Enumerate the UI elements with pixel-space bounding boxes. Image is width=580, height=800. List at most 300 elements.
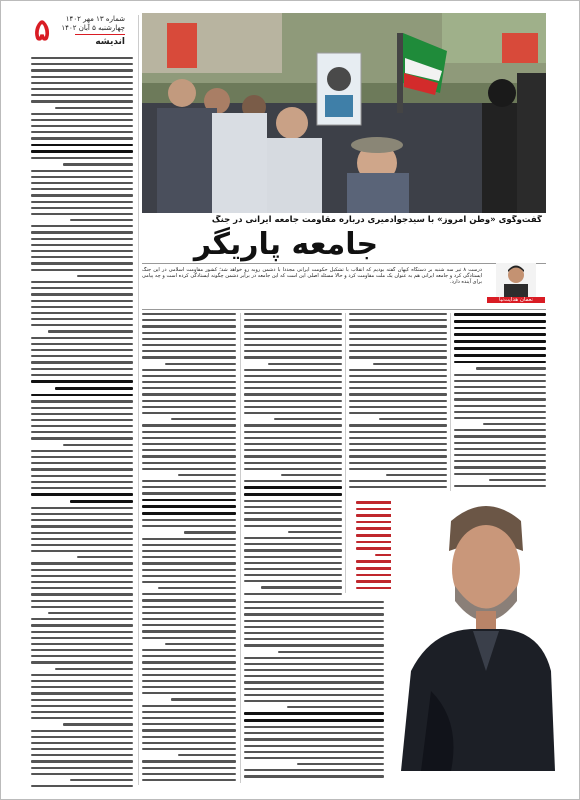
text-line [31,82,133,84]
text-line [244,486,342,489]
text-line [142,723,236,725]
text-line [31,287,133,289]
text-line [165,363,236,365]
text-line [142,612,236,614]
text-line [31,281,133,283]
text-line [244,593,342,595]
text-line [244,613,384,615]
text-line [31,717,133,719]
text-line [142,742,236,744]
text-line [244,669,384,671]
text-line [454,361,546,364]
text-line [31,312,133,314]
text-line [142,593,236,595]
article-lead: درست ۸ تیر سه شنبه بر دستگاه کیهان گفته بودیم که انقلاب با تشکیل حکومت ایرانی مجدداً با دشمن روبه رو خواهد شد؛ کشور مقاومت اسلامی در این جنگ ایستادگی کرد و جامعه ایرانی هم به عنوان یک ملت مقاومت کرد و حالا مسئله اصلی این است که این جامعه در برابر دشمن چگونه ایستادگی کرده است و چه پیامی برای آینده دارد. [142,267,482,285]
text-line [31,680,133,682]
text-line [31,100,133,102]
text-line [31,144,133,147]
text-line [244,381,342,383]
text-line [171,698,236,700]
text-line [142,369,236,371]
text-line [244,493,342,496]
text-line [349,325,447,327]
text-line [454,398,546,400]
text-line [244,525,342,527]
text-line [142,717,236,719]
text-line [454,485,546,487]
text-line [142,424,236,426]
text-line [142,705,236,707]
text-line [31,513,133,515]
text-line [142,387,236,389]
text-line [349,400,447,402]
lead-divider [142,309,546,310]
text-line [31,374,133,376]
text-line [349,468,447,470]
issue-date-line-2: چهارشنبه ۵ آبان ۱۴۰۲ [61,24,125,32]
text-line [349,431,447,433]
text-line [142,760,236,762]
text-line [349,424,447,426]
text-line [31,450,133,452]
text-line [142,575,236,577]
text-line [63,444,133,446]
text-line [454,320,546,323]
text-line [244,568,342,570]
text-line [31,562,133,564]
text-line [349,462,447,464]
text-line [142,655,236,657]
text-line [244,775,384,777]
text-line [454,448,546,450]
text-line [244,638,384,640]
text-line [31,754,133,756]
text-line [31,413,133,415]
author-name: نعمان هدایت‌نیا [487,297,545,303]
text-line [142,350,236,352]
text-line [142,519,236,521]
text-line [349,486,447,488]
text-line [31,624,133,626]
text-line [454,347,546,350]
text-line [31,692,133,694]
text-line [349,332,447,334]
text-line [31,269,133,271]
text-line [142,443,236,445]
text-line [142,550,236,552]
text-line [31,550,133,552]
text-line [142,581,236,583]
text-line [244,406,342,408]
text-line [31,400,133,402]
text-line [244,480,342,482]
text-line [31,250,133,252]
text-line [184,531,236,533]
text-line [454,327,546,330]
text-line [142,455,236,457]
text-line [142,544,236,546]
page-number: ۵ [33,13,51,48]
text-line [244,400,342,402]
text-line [142,375,236,377]
text-line [244,512,342,514]
text-line [244,719,384,722]
text-line [454,374,546,376]
text-line [244,344,342,346]
text-line [142,480,236,482]
text-line [244,632,384,634]
text-line [244,424,342,426]
text-line [349,480,447,482]
text-line [244,562,342,564]
text-line [31,231,133,233]
text-line [244,732,384,734]
text-line [31,437,133,439]
text-line [244,681,384,683]
text-line [70,219,133,221]
text-line [142,661,236,663]
text-line [63,723,133,725]
text-line [142,313,236,315]
text-line [454,454,546,456]
text-line [454,405,546,407]
text-line [244,663,384,665]
text-line [31,785,133,787]
text-line [31,643,133,645]
body-column-4 [454,313,546,493]
text-line [31,637,133,639]
text-line [349,350,447,352]
text-line [31,587,133,589]
text-line [178,754,236,756]
section-label: اندیشه [75,34,125,47]
text-line [454,435,546,437]
text-line [142,431,236,433]
text-line [70,779,133,781]
text-line [31,569,133,571]
text-line [142,692,236,694]
text-line [31,525,133,527]
crowd-rally-photo [142,13,546,213]
text-line [454,386,546,388]
text-line [349,406,447,408]
text-line [31,519,133,521]
text-line [142,512,236,515]
text-line [454,429,546,431]
text-line [142,332,236,334]
text-line [244,688,384,690]
text-line [31,137,133,139]
text-line [31,661,133,663]
text-line [349,338,447,340]
text-line [142,525,236,527]
text-line [31,407,133,409]
text-line [454,354,546,357]
text-line [454,473,546,475]
text-line [31,736,133,738]
text-line [142,325,236,327]
text-line [244,506,342,508]
column-divider [345,313,346,593]
text-line [31,188,133,190]
text-line [142,686,236,688]
text-line [244,556,342,558]
text-line [349,412,447,414]
text-line [31,705,133,707]
text-line [244,769,384,771]
text-line [349,455,447,457]
text-line [31,538,133,540]
text-line [244,549,342,551]
text-line [158,587,236,589]
text-line [31,773,133,775]
text-line [31,748,133,750]
text-line [386,474,447,476]
text-line [31,88,133,90]
text-line [165,643,236,645]
text-line [31,343,133,345]
text-line [142,630,236,632]
text-line [244,455,342,457]
text-line [55,107,133,109]
text-line [31,593,133,595]
text-line [55,387,133,390]
text-line [278,651,384,653]
text-line [142,538,236,540]
text-line [244,431,342,433]
text-line [70,500,133,503]
text-line [31,176,133,178]
text-line [31,686,133,688]
article-kicker: گفت‌وگوی «وطن امروز» با سیدجوادمیری درباره مقاومت جامعه ایرانی در جنگ [211,215,542,225]
text-line [244,319,342,321]
text-line [142,381,236,383]
text-line [244,369,342,371]
text-line [31,655,133,657]
text-line [142,319,236,321]
text-line [244,726,384,728]
text-line [31,425,133,427]
text-line [287,706,384,708]
text-line [31,606,133,608]
text-line [244,537,342,539]
text-line [244,757,384,759]
text-line [244,738,384,740]
text-line [142,680,236,682]
text-line [349,449,447,451]
text-line [142,437,236,439]
text-line [373,363,447,365]
text-line [31,213,133,215]
text-line [31,131,133,133]
text-line [142,462,236,464]
text-line [142,486,236,488]
text-line [31,300,133,302]
text-line [142,556,236,558]
text-line [31,57,133,59]
text-line [31,324,133,326]
interviewee-portrait [391,491,555,771]
text-line [31,337,133,339]
text-line [142,449,236,451]
text-line [454,340,546,343]
text-line [454,466,546,468]
text-line [31,306,133,308]
text-line [142,468,236,470]
body-column-3 [349,313,447,493]
text-line [244,580,342,582]
text-line [142,492,236,494]
text-line [31,293,133,295]
text-line [244,338,342,340]
text-line [244,462,342,464]
text-line [31,244,133,246]
text-line [31,394,133,397]
text-line [142,406,236,408]
text-line [31,431,133,433]
headline-divider [142,263,546,264]
text-line [244,675,384,677]
text-line [31,544,133,546]
text-line [244,694,384,696]
text-line [31,730,133,732]
text-line [142,400,236,402]
text-line [454,392,546,394]
text-line [349,443,447,445]
text-line [454,313,546,316]
text-line [31,507,133,509]
text-line [349,387,447,389]
text-line [142,505,236,508]
text-line [31,256,133,258]
text-line [31,760,133,762]
text-line [244,700,384,702]
text-line [142,606,236,608]
text-line [349,393,447,395]
text-line [31,170,133,172]
text-line [244,468,342,470]
text-line [31,699,133,701]
text-line [244,657,384,659]
text-line [31,767,133,769]
text-line [77,556,133,558]
text-line [244,449,342,451]
text-line [244,387,342,389]
text-line [349,344,447,346]
text-line [31,349,133,351]
text-line [244,620,384,622]
text-line [31,487,133,489]
text-line [31,674,133,676]
text-line [281,474,342,476]
text-line [31,125,133,127]
text-line [454,460,546,462]
text-line [31,631,133,633]
text-line [244,332,342,334]
text-line [244,751,384,753]
text-line [142,412,236,414]
text-line [244,350,342,352]
text-line [244,574,342,576]
text-line [31,481,133,483]
text-line [244,375,342,377]
text-line [31,157,133,159]
text-line [244,412,342,414]
text-line [31,361,133,363]
text-line [31,380,133,383]
text-line [142,711,236,713]
text-line [31,581,133,583]
text-line [142,356,236,358]
text-line [349,437,447,439]
text-line [48,330,133,332]
text-line [142,767,236,769]
text-line [142,618,236,620]
text-line [244,500,342,502]
text-line [142,338,236,340]
text-line [31,113,133,115]
text-line [31,63,133,65]
text-line [244,325,342,327]
text-line [142,624,236,626]
text-line [142,736,236,738]
text-line [171,418,236,420]
text-line [142,779,236,781]
text-line [178,474,236,476]
text-line [483,423,546,425]
text-line [244,644,384,646]
text-line [244,626,384,628]
text-line [31,207,133,209]
text-line [349,381,447,383]
column-divider [240,313,241,783]
text-line [349,319,447,321]
text-line [244,437,342,439]
text-line [288,531,342,533]
text-line [31,76,133,78]
text-line [244,543,342,545]
text-line [349,375,447,377]
text-line [31,532,133,534]
text-line [142,668,236,670]
text-line [31,150,133,153]
text-line [31,742,133,744]
text-line [454,417,546,419]
text-line [142,599,236,601]
text-line [349,313,447,315]
text-line [31,194,133,196]
issue-date-line-1: شماره ۱۳ مهر ۱۴۰۲ [65,15,125,23]
text-line [142,773,236,775]
text-line [77,275,133,277]
body-column-1 [142,313,236,783]
text-line [244,607,384,609]
text-line [142,649,236,651]
text-line [48,612,133,614]
text-line [31,600,133,602]
text-line [31,262,133,264]
text-line [142,637,236,639]
text-line [261,586,342,588]
text-line [142,748,236,750]
text-line [349,369,447,371]
article-headline: جامعه پاریگر [193,227,379,262]
body-column-3-lower [244,601,384,781]
text-line [142,499,236,502]
text-line [454,411,546,413]
issue-date [59,15,125,33]
text-line [31,94,133,96]
